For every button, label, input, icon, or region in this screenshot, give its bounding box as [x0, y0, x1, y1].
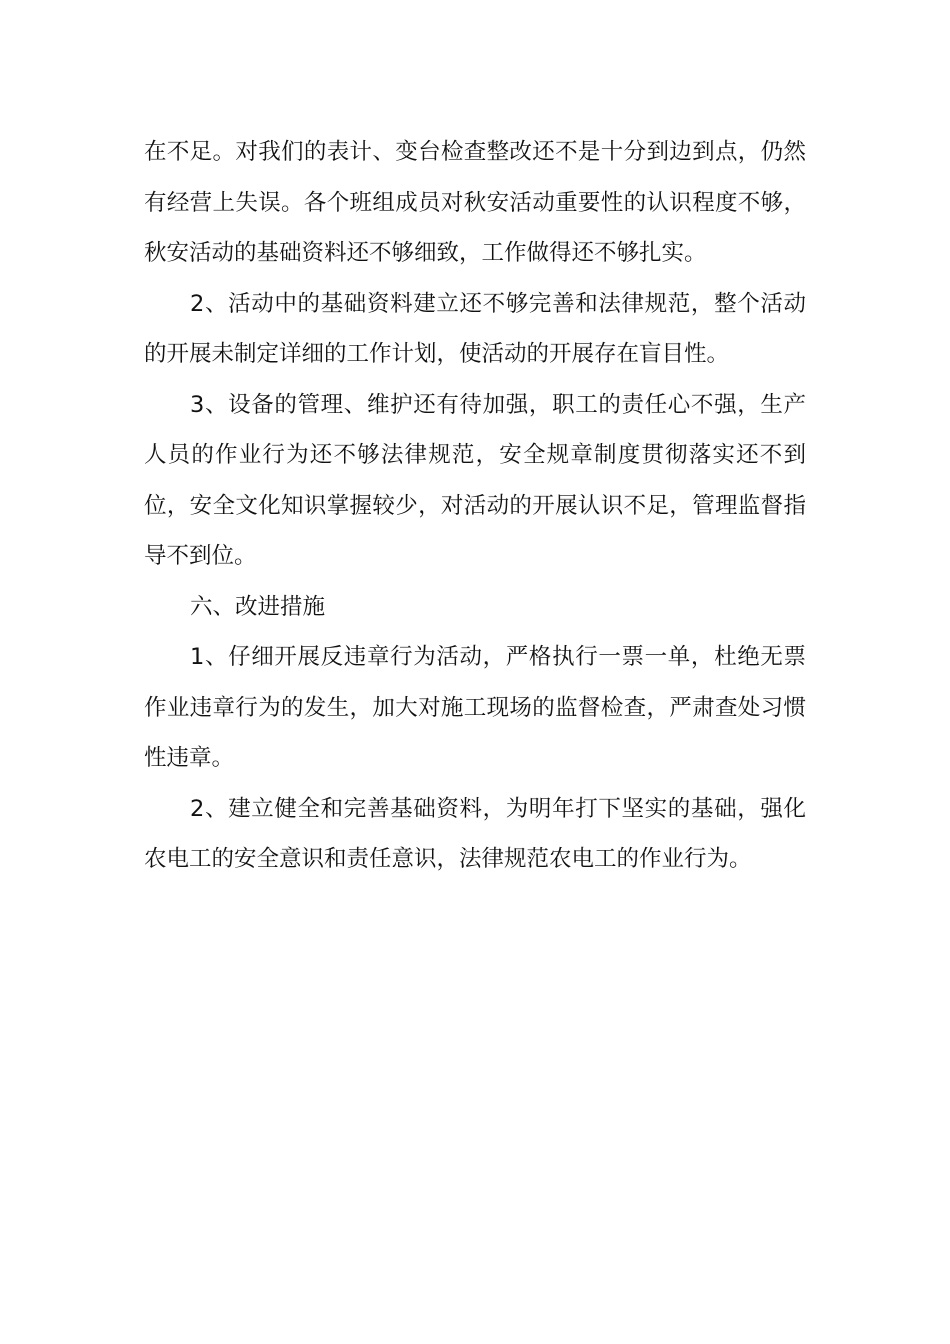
- section-heading-improvement: 六、改进措施: [190, 593, 326, 620]
- paragraph-item-3: 3、设备的管理、维护还有待加强，职工的责任心不强，生产人员的作业行为还不够法律规范，安全规章制度贯彻落实还不到位，安全文化知识掌握较少，对活动的开展认识不足，管理监督指导不到位。: [144, 391, 806, 569]
- document-body: [144, 127, 806, 885]
- paragraph-measure-1: 1、仔细开展反违章行为活动，严格执行一票一单，杜绝无票作业违章行为的发生，加大对施工现场的监督检查，严肃查处习惯性违章。: [144, 644, 806, 771]
- paragraph-measure-2: 2、建立健全和完善基础资料，为明年打下坚实的基础，强化农电工的安全意识和责任意识，法律规范农电工的作业行为。: [144, 795, 806, 872]
- paragraph-continuation: 在不足。对我们的表计、变台检查整改还不是十分到边到点，仍然有经营上失误。各个班组成员对秋安活动重要性的认识程度不够，秋安活动的基础资料还不够细致，工作做得还不够扎实。: [144, 139, 806, 266]
- paragraph-item-2: 2、活动中的基础资料建立还不够完善和法律规范，整个活动的开展未制定详细的工作计划，使活动的开展存在盲目性。: [144, 290, 806, 367]
